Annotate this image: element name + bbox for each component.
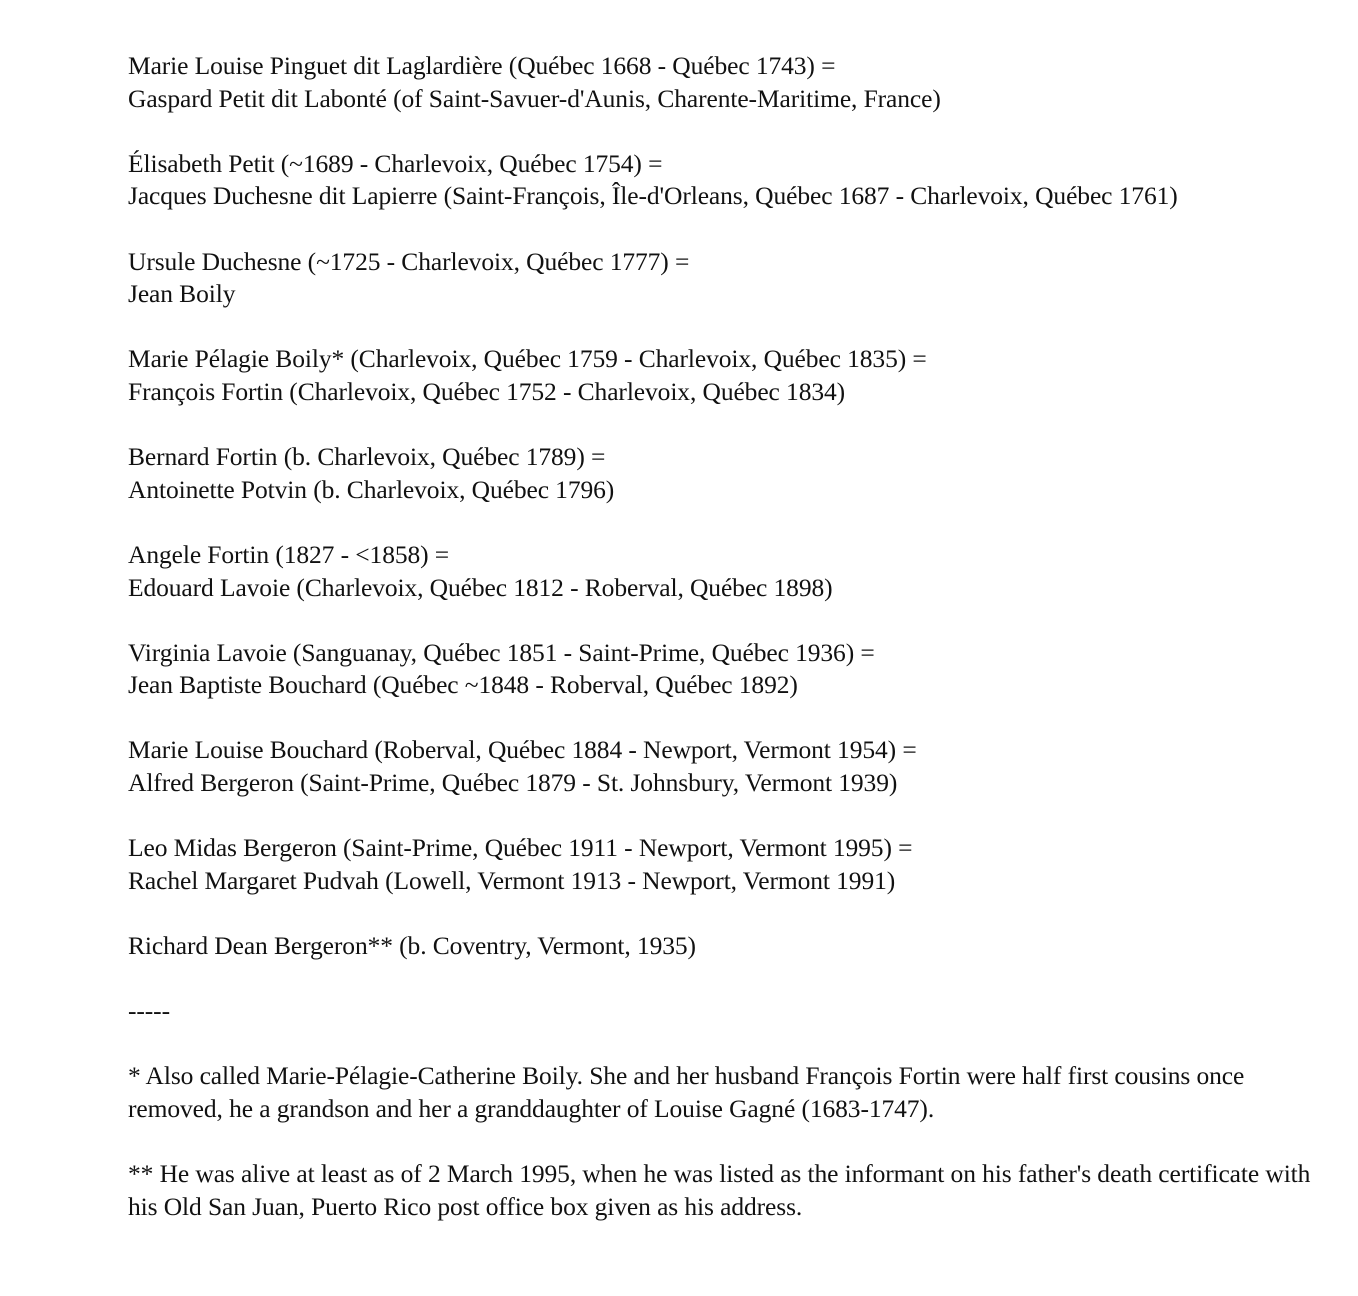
descendant-line: Richard Dean Bergeron** (b. Coventry, Vermont, 1935)	[128, 931, 696, 961]
ancestor-line: Angele Fortin (1827 - <1858) =	[128, 539, 450, 569]
spouse-line: Antoinette Potvin (b. Charlevoix, Québec 1796)	[128, 474, 615, 504]
ancestor-line: Marie Louise Bouchard (Roberval, Québec 1884 - Newport, Vermont 1954) =	[128, 735, 917, 765]
spouse-line: François Fortin (Charlevoix, Québec 1752 - Charlevoix, Québec 1834)	[128, 376, 846, 406]
ancestor-line: Ursule Duchesne (~1725 - Charlevoix, Québec 1777) =	[128, 246, 690, 276]
ancestor-line: Bernard Fortin (b. Charlevoix, Québec 1789) =	[128, 442, 606, 472]
ancestor-line: Virginia Lavoie (Sanguanay, Québec 1851 - Saint-Prime, Québec 1936) =	[128, 637, 875, 667]
generation-entry	[128, 734, 1318, 799]
generation-entry	[128, 246, 1318, 311]
spouse-line: Jean Baptiste Bouchard (Québec ~1848 - Roberval, Québec 1892)	[128, 670, 798, 700]
generation-entry	[128, 637, 1318, 702]
spouse-line: Edouard Lavoie (Charlevoix, Québec 1812 - Roberval, Québec 1898)	[128, 572, 833, 602]
footnote-single-asterisk: * Also called Marie-Pélagie-Catherine Boily. She and her husband François Fortin were half first cousins once removed, he a grandson and her a granddaughter of Louise Gagné (1683-1747).	[128, 1061, 1245, 1123]
spouse-line: Alfred Bergeron (Saint-Prime, Québec 1879 - St. Johnsbury, Vermont 1939)	[128, 768, 898, 798]
generation-entry	[128, 343, 1318, 408]
footnote-double-asterisk: ** He was alive at least as of 2 March 1995, when he was listed as the informant on his father's death certificate with his Old San Juan, Puerto Rico post office box given as his address.	[128, 1159, 1311, 1221]
separator-dashes: -----	[128, 996, 170, 1026]
generation-entry	[128, 539, 1318, 604]
genealogy-document	[128, 50, 1318, 1256]
generation-entry	[128, 441, 1318, 506]
ancestor-line: Marie Pélagie Boily* (Charlevoix, Québec 1759 - Charlevoix, Québec 1835) =	[128, 344, 927, 374]
spouse-line: Jacques Duchesne dit Lapierre (Saint-François, Île-d'Orleans, Québec 1687 - Charlevoix, Québec 1761)	[128, 181, 1178, 211]
final-descendant	[128, 930, 1318, 963]
ancestor-line: Leo Midas Bergeron (Saint-Prime, Québec 1911 - Newport, Vermont 1995) =	[128, 833, 913, 863]
ancestor-line: Marie Louise Pinguet dit Laglardière (Québec 1668 - Québec 1743) =	[128, 51, 836, 80]
spouse-line: Rachel Margaret Pudvah (Lowell, Vermont 1913 - Newport, Vermont 1991)	[128, 865, 896, 895]
spouse-line: Gaspard Petit dit Labonté (of Saint-Savuer-d'Aunis, Charente-Maritime, France)	[128, 83, 941, 113]
generation-entry	[128, 148, 1318, 213]
ancestor-line: Élisabeth Petit (~1689 - Charlevoix, Québec 1754) =	[128, 148, 663, 178]
generation-entry	[128, 832, 1318, 897]
generation-entry	[128, 50, 1318, 115]
spouse-line: Jean Boily	[128, 279, 236, 309]
